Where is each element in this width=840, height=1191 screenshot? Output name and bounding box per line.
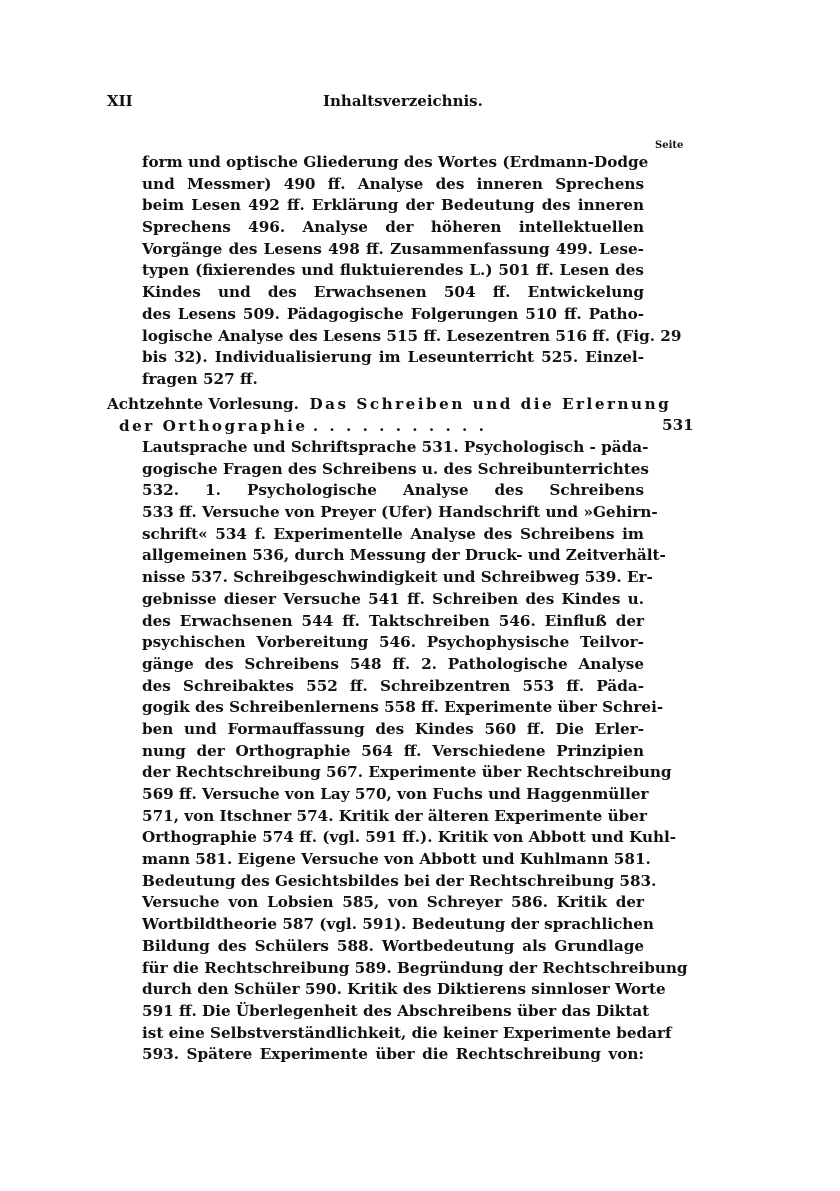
text-line: Kindes und des Erwachsenen 504 ff. Entwickelung: [142, 283, 644, 302]
text-line: des Schreibaktes 552 ff. Schreibzentren 553 ff. Päda-: [142, 676, 644, 695]
text-line: Wortbildtheorie 587 (vgl. 591). Bedeutung der sprachlichen: [142, 915, 654, 934]
text-line: 593. Spätere Experimente über die Rechtschreibung von:: [142, 1045, 644, 1064]
text-line: beim Lesen 492 ff. Erklärung der Bedeutung des inneren: [142, 196, 644, 215]
text-line: bis 32). Individualisierung im Leseunterricht 525. Einzel-: [142, 348, 644, 367]
text-line: für die Rechtschreibung 589. Begründung der Rechtschreibung: [142, 958, 688, 977]
toc-entry-chapter-18: [142, 437, 688, 1066]
text-line: durch den Schüler 590. Kritik des Diktierens sinnloser Worte: [142, 980, 666, 999]
text-line: 569 ff. Versuche von Lay 570, von Fuchs und Haggenmüller: [142, 785, 649, 803]
chapter-title-part1: Das Schreiben und die Erlernung: [309, 395, 672, 413]
page-number: XII: [107, 92, 133, 110]
text-line: 591 ff. Die Überlegenheit des Abschreibens über das Diktat: [142, 1001, 650, 1020]
text-line: Bildung des Schülers 588. Wortbedeutung als Grundlage: [142, 936, 644, 955]
text-line: Lautsprache und Schriftsprache 531. Psychologisch - päda-: [142, 438, 649, 456]
text-line: Orthographie 574 ff. (vgl. 591 ff.). Kritik von Abbott und Kuhl-: [142, 828, 677, 847]
text-line: Sprechens 496. Analyse der höheren intellektuellen: [142, 218, 644, 237]
text-line: logische Analyse des Lesens 515 ff. Lesezentren 516 ff. (Fig. 29: [142, 326, 682, 345]
dot-leader: . . . . . . . . . . .: [312, 416, 487, 435]
chapter-page-number: 531: [662, 416, 694, 434]
text-line: psychischen Vorbereitung 546. Psychophysische Teilvor-: [142, 633, 644, 652]
toc-entry-continuation: [142, 152, 682, 391]
text-line: allgemeinen 536, durch Messung der Druck- und Zeitverhält-: [142, 546, 666, 565]
text-line: ist eine Selbstverständlichkeit, die keiner Experimente bedarf: [142, 1023, 672, 1042]
text-line: gogik des Schreibenlernens 558 ff. Experimente über Schrei-: [142, 698, 664, 717]
text-line: nung der Orthographie 564 ff. Verschiedene Prinzipien: [142, 741, 644, 760]
text-line: gebnisse dieser Versuche 541 ff. Schreiben des Kindes u.: [142, 589, 644, 608]
text-line: gogische Fragen des Schreibens u. des Schreibunterrichtes: [142, 459, 649, 478]
text-line: der Rechtschreibung 567. Experimente über Rechtschreibung: [142, 763, 672, 782]
text-line: gänge des Schreibens 548 ff. 2. Pathologische Analyse: [142, 654, 644, 673]
text-line: nisse 537. Schreibgeschwindigkeit und Schreibweg 539. Er-: [142, 568, 653, 587]
text-line: 571, von Itschner 574. Kritik der älteren Experimente über: [142, 806, 647, 825]
text-line: ben und Formauffassung des Kindes 560 ff. Die Erler-: [142, 719, 644, 738]
running-title: Inhaltsverzeichnis.: [323, 92, 483, 110]
text-line: Vorgänge des Lesens 498 ff. Zusammenfassung 499. Lese-: [142, 239, 644, 258]
text-line: Bedeutung des Gesichtsbildes bei der Rechtschreibung 583.: [142, 871, 657, 890]
text-line: Versuche von Lobsien 585, von Schreyer 586. Kritik der: [142, 893, 644, 912]
text-line: mann 581. Eigene Versuche von Abbott und Kuhlmann 581.: [142, 850, 651, 869]
text-line: typen (fixierendes und fluktuierendes L.) 501 ff. Lesen des: [142, 261, 644, 280]
chapter-heading: [107, 394, 672, 437]
text-line: des Erwachsenen 544 ff. Taktschreiben 546. Einfluß der: [142, 611, 644, 630]
chapter-prefix: Achtzehnte Vorlesung.: [107, 395, 299, 413]
text-line: 532. 1. Psychologische Analyse des Schreibens: [142, 481, 644, 500]
text-line: 533 ff. Versuche von Preyer (Ufer) Handschrift und »Gehirn-: [142, 503, 658, 522]
seite-label: Seite: [655, 140, 684, 151]
text-line: form und optische Gliederung des Wortes (Erdmann-Dodge: [142, 153, 649, 171]
chapter-title-part2: der Orthographie: [119, 416, 308, 435]
text-line: schrift« 534 f. Experimentelle Analyse des Schreibens im: [142, 524, 644, 543]
text-line: und Messmer) 490 ff. Analyse des inneren Sprechens: [142, 174, 644, 193]
text-line: fragen 527 ff.: [142, 369, 258, 388]
text-line: des Lesens 509. Pädagogische Folgerungen 510 ff. Patho-: [142, 304, 644, 323]
